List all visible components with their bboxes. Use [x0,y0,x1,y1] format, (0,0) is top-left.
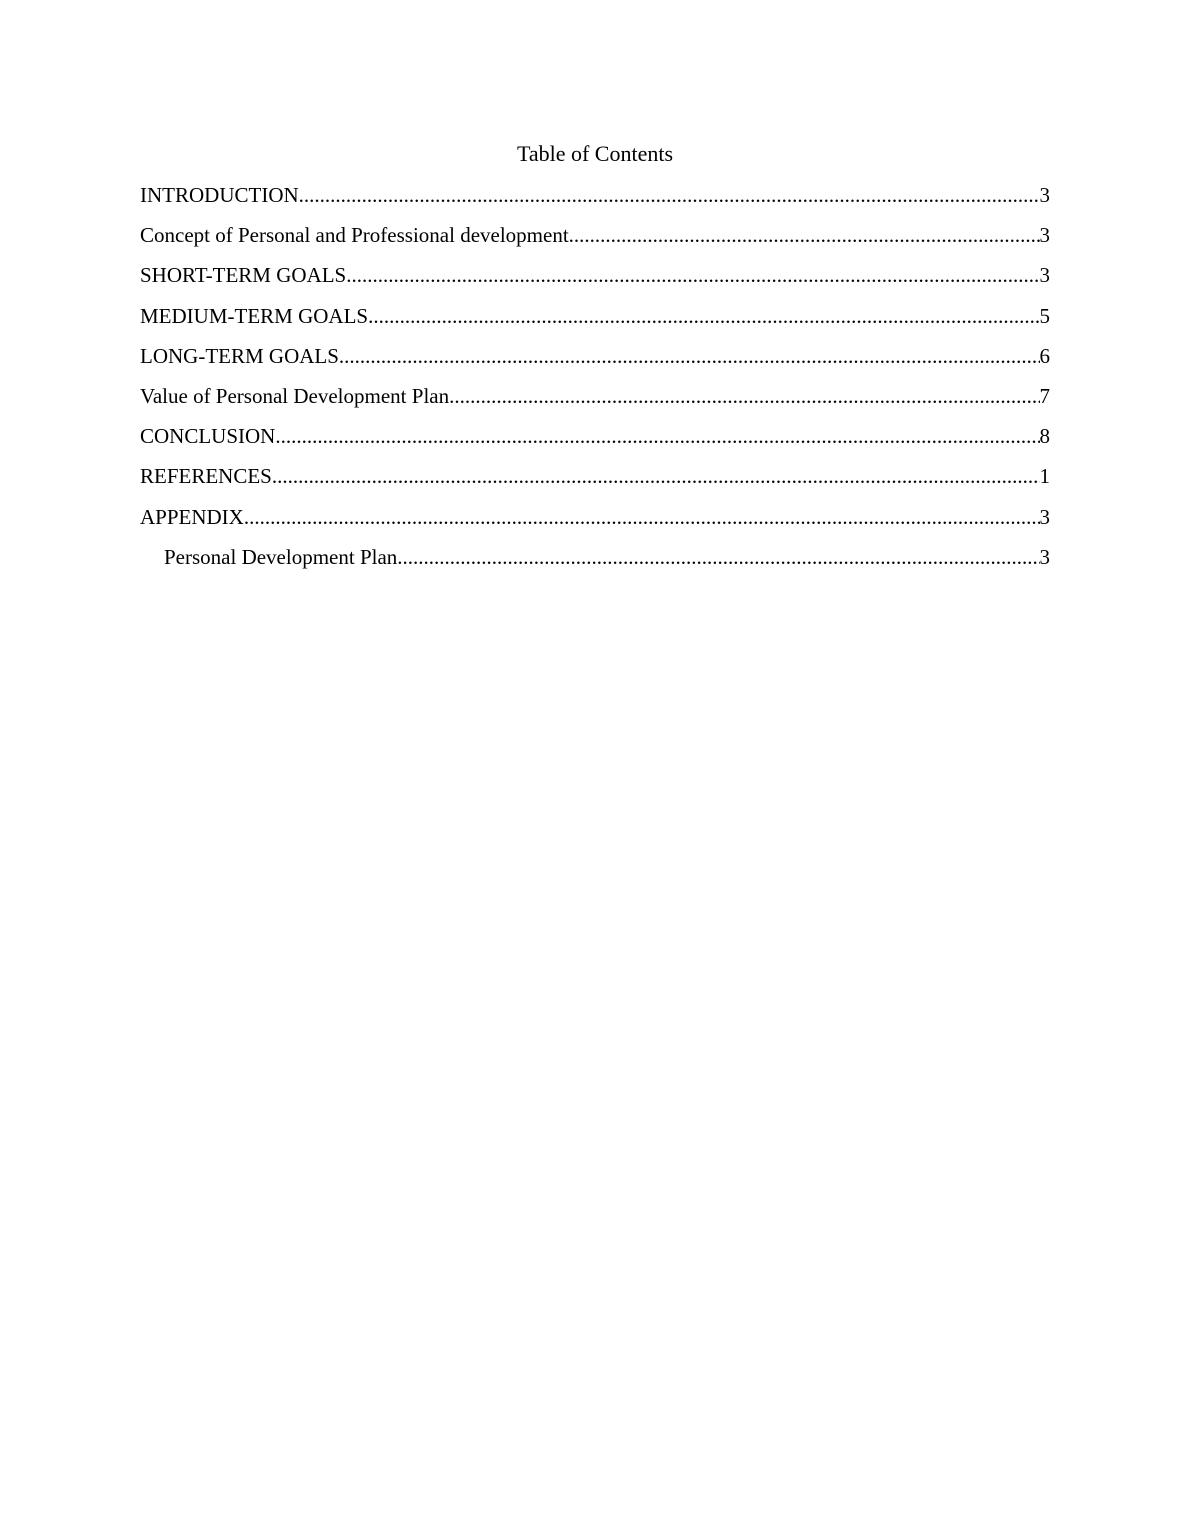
toc-dot-leader [244,503,1040,531]
toc-dot-leader [346,261,1039,289]
toc-entry-text: INTRODUCTION [140,183,299,207]
toc-dot-leader [368,302,1039,330]
toc-page-number: 5 [1039,303,1050,328]
toc-entry-value-of-pdp[interactable] [140,382,1050,422]
toc-dot-leader [397,543,1039,571]
toc-page-number: 1 [1039,464,1050,489]
toc-page-number: 7 [1039,383,1050,408]
toc-entry-appendix[interactable] [140,503,1050,543]
toc-page-number: 3 [1039,504,1050,529]
toc-entry-conclusion[interactable] [140,422,1050,462]
toc-entry-text: MEDIUM-TERM GOALS [140,303,369,328]
toc-entry-text: APPENDIX [140,504,244,529]
toc-dot-leader [275,422,1039,450]
toc-page-number: 6 [1039,343,1050,368]
toc-dot-leader [449,382,1039,410]
toc-entry-personal-development-plan[interactable] [140,543,1050,583]
toc-list [140,181,1050,583]
toc-entry-text: SHORT-TERM GOALS [140,263,347,288]
toc-page-number: 3 [1039,223,1050,248]
toc-page-number: 3 [1039,544,1050,569]
toc-entry-medium-term-goals[interactable] [140,302,1050,342]
toc-entry-introduction[interactable] [140,181,1050,221]
toc-page-number: 3 [1039,263,1050,288]
toc-title: Table of Contents [516,141,674,166]
toc-entry-text: Personal Development Plan [164,544,398,569]
toc-entry-text: LONG-TERM GOALS [140,343,339,368]
toc-dot-leader [569,221,1040,249]
toc-page-number: 3 [1039,183,1050,207]
toc-entry-short-term-goals[interactable] [140,261,1050,301]
toc-dot-leader [299,181,1040,209]
toc-page-number: 8 [1039,424,1050,449]
toc-entry-text: Value of Personal Development Plan [140,383,450,408]
toc-dot-leader [339,342,1040,370]
toc-entry-text: CONCLUSION [140,424,276,449]
toc-entry-text: REFERENCES [140,464,272,489]
toc-entry-references[interactable] [140,462,1050,502]
toc-entry-long-term-goals[interactable] [140,342,1050,382]
toc-dot-leader [272,462,1040,490]
toc-entry-concept[interactable] [140,221,1050,261]
toc-entry-text: Concept of Personal and Professional development [140,223,569,248]
